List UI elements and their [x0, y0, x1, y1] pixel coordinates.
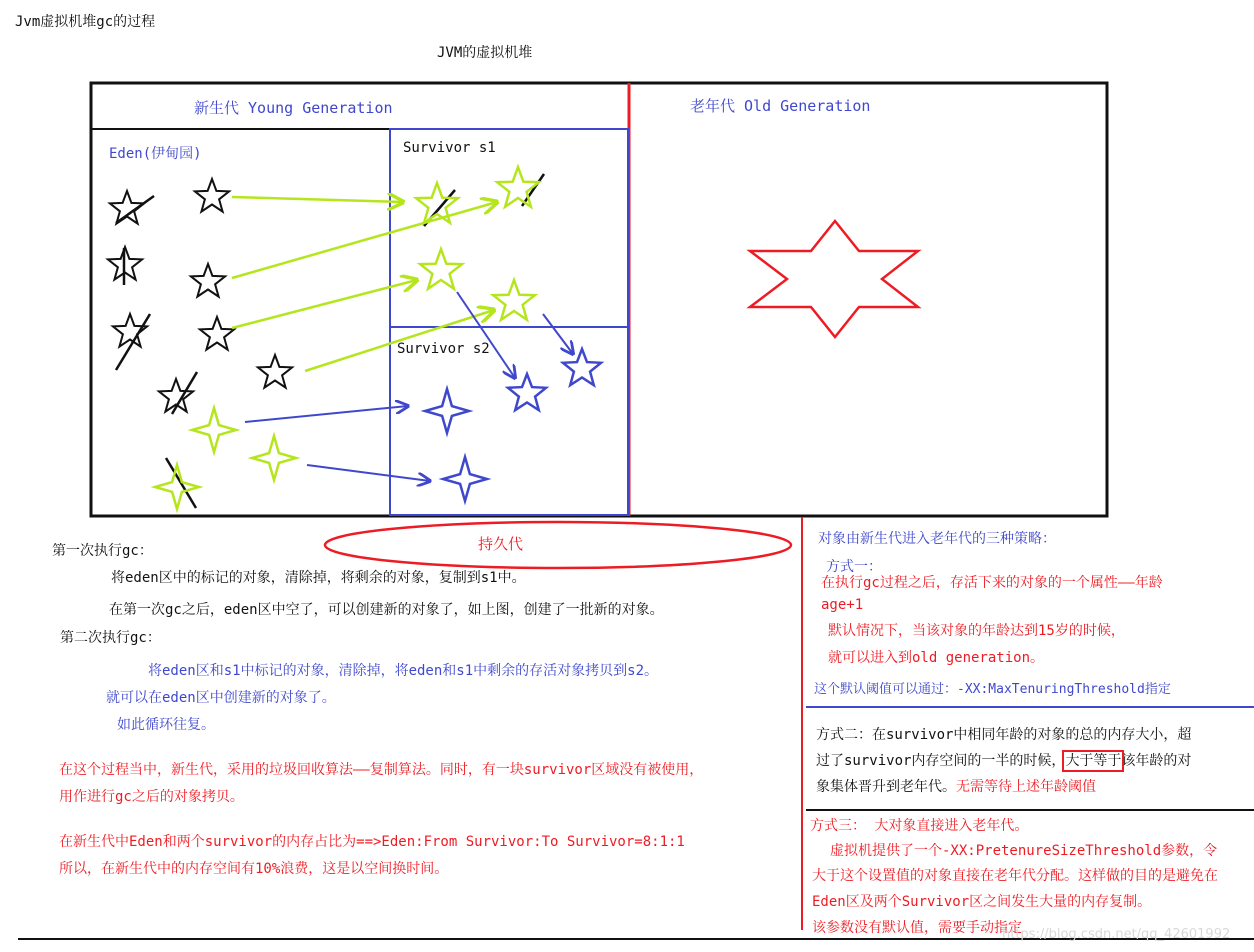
eden-object-star [191, 264, 225, 297]
copy-to-s2-arrows [245, 292, 573, 481]
eden-new-object-star [192, 408, 236, 452]
perm-gen-label: 持久代 [478, 535, 524, 553]
eden-object-star [258, 355, 292, 388]
method2-line2b: 该年龄的对 [1121, 753, 1192, 769]
gc1-line1: 将eden区中的标记的对象，清除掉，将剩余的对象，复制到s1中。 [111, 570, 526, 586]
eden-objects [108, 179, 292, 412]
surviving-objects [155, 167, 539, 509]
heap-title: JVM的虚拟机堆 [437, 45, 533, 61]
algo-line1: 在这个过程当中，新生代，采用的垃圾回收算法——复制算法。同时，有一块survivor区域没有被使用， [59, 762, 704, 778]
survivor-s2-label: Survivor s2 [397, 341, 490, 357]
method3-line5: 该参数没有默认值，需要手动指定 [812, 920, 1022, 936]
method2-line3b: 无需等待上述年龄阈值 [956, 779, 1096, 795]
method2-line1: 方式二：在survivor中相同年龄的对象的总的内存大小，超 [816, 727, 1192, 743]
method1-line4: 就可以进入到old generation。 [828, 650, 1045, 666]
gc1-line2: 在第一次gc之后，eden区中空了，可以创建新的对象了，如上图，创建了一批新的对象。 [109, 602, 664, 618]
ratio-line2: 所以，在新生代中的内存空间有10%浪费，这是以空间换时间。 [59, 861, 449, 877]
old-gen-label: 老年代 Old Generation [690, 97, 871, 115]
s2-object-star [443, 457, 487, 501]
method1-line2: age+1 [821, 597, 864, 613]
s1-object-star [420, 249, 462, 289]
method1-title: 方式一： [826, 559, 882, 575]
s2-object-star [563, 349, 601, 385]
method3-line2: 虚拟机提供了一个-XX:PretenureSizeThreshold参数，令 [830, 843, 1218, 859]
s2-objects [425, 349, 601, 501]
strategies-title: 对象由新生代进入老年代的三种策略： [818, 531, 1056, 547]
ratio-line1: 在新生代中Eden和两个survivor的内存占比为==>Eden:From Survivor:To Survivor=8:1:1 [59, 834, 685, 850]
method3-line4: Eden区及两个Survivor区之间发生大量的内存复制。 [812, 894, 1152, 910]
watermark: https://blog.csdn.net/qq_42601992 [1002, 927, 1231, 942]
method2-line3 [816, 778, 1096, 796]
method1-line1: 在执行gc过程之后，存活下来的对象的一个属性——年龄 [821, 575, 1163, 591]
perm-gen-ellipse [325, 522, 791, 568]
method1-line5: 这个默认阈值可以通过：-XX:MaxTenuringThreshold指定 [814, 682, 1171, 697]
eden-label: Eden(伊甸园) [109, 146, 202, 162]
gc1-title: 第一次执行gc： [52, 543, 153, 559]
old-gen-object-star [750, 221, 918, 337]
gc2-line2: 就可以在eden区中创建新的对象了。 [106, 690, 336, 706]
method2-line3a: 象集体晋升到老年代。 [816, 779, 956, 795]
eden-new-object-star [252, 436, 296, 480]
young-gen-label: 新生代 Young Generation [194, 99, 393, 117]
heap-box [91, 83, 1107, 516]
method3-line1: 方式三： 大对象直接进入老年代。 [810, 818, 1029, 834]
survivor-s1-label: Survivor s1 [403, 140, 496, 156]
gc2-line1: 将eden区和s1中标记的对象，清除掉，将eden和s1中剩余的存活对象拷贝到s2。 [148, 663, 659, 679]
s1-object-star [416, 183, 458, 223]
survivor-region-box [390, 129, 628, 515]
method1-line3: 默认情况下，当该对象的年龄达到15岁的时候， [828, 623, 1125, 639]
s1-object-star [497, 167, 539, 207]
s2-object-star [508, 374, 546, 410]
eden-object-star [113, 314, 147, 347]
s2-object-star [425, 389, 469, 433]
method2-highlight: 大于等于 [1065, 753, 1122, 769]
page-title: Jvm虚拟机堆gc的过程 [15, 14, 156, 30]
method3-line3: 大于这个设置值的对象直接在老年代分配。这样做的目的是避免在 [812, 868, 1218, 884]
gc2-line3: 如此循环往复。 [117, 717, 215, 733]
gc2-title: 第二次执行gc： [60, 630, 161, 646]
eden-object-star [195, 179, 229, 212]
method2-line2 [816, 752, 1191, 770]
s1-object-star [493, 280, 535, 320]
algo-line2: 用作进行gc之后的对象拷贝。 [59, 789, 244, 805]
method2-line2a: 过了survivor内存空间的一半的时候， [816, 753, 1066, 769]
eden-object-star [200, 317, 234, 350]
